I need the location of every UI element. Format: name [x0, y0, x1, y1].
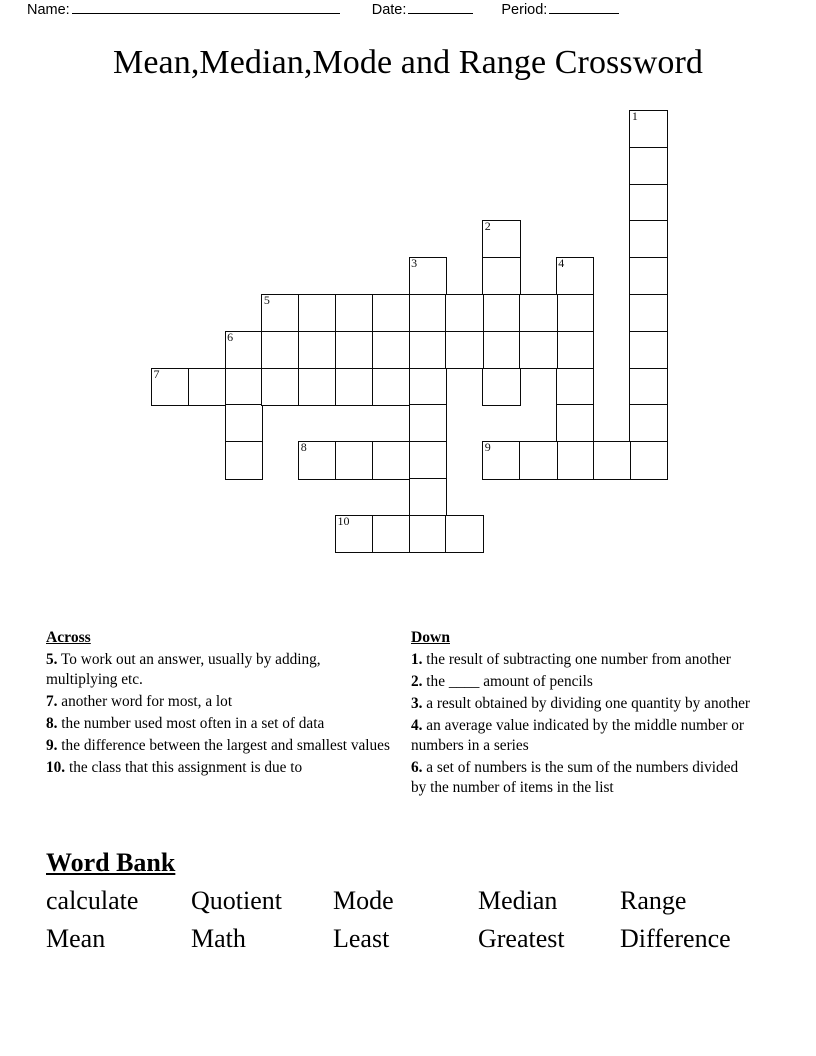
clue-item — [411, 716, 756, 756]
crossword-cell[interactable] — [629, 147, 668, 186]
crossword-cell[interactable] — [482, 220, 521, 259]
clue-number: 9. — [46, 736, 58, 754]
crossword-cell[interactable] — [482, 257, 521, 296]
crossword-cell[interactable] — [409, 257, 448, 296]
clue-number: 2. — [411, 673, 423, 691]
crossword-cell[interactable] — [372, 294, 411, 333]
crossword-cell[interactable] — [629, 331, 668, 370]
crossword-cell[interactable] — [556, 257, 595, 296]
clue-item — [411, 650, 756, 670]
crossword-cell[interactable] — [188, 368, 227, 407]
crossword-cell[interactable] — [298, 368, 337, 407]
crossword-cell[interactable] — [409, 404, 448, 443]
down-clue-list — [411, 650, 756, 797]
crossword-cell[interactable] — [556, 368, 595, 407]
crossword-cell-number: 5 — [263, 293, 270, 307]
clue-text: another word for most, a lot — [57, 693, 233, 711]
crossword-cell[interactable] — [556, 331, 595, 370]
word-bank-word: Median — [478, 886, 558, 915]
crossword-cell[interactable] — [482, 294, 521, 333]
clue-number: 4. — [411, 716, 423, 734]
clue-text: the ____ amount of pencils — [422, 673, 593, 691]
word-bank-word-grid — [46, 882, 776, 958]
crossword-cell[interactable] — [225, 404, 264, 443]
clue-text: an average value indicated by the middle number or numbers in a series — [411, 716, 745, 754]
crossword-cell-number: 10 — [337, 513, 350, 528]
clue-number: 8. — [46, 714, 58, 732]
clue-number: 1. — [411, 651, 423, 669]
crossword-cell[interactable] — [556, 441, 595, 480]
crossword-cell[interactable] — [629, 184, 668, 223]
crossword-cell[interactable] — [629, 294, 668, 333]
word-bank-word: Mode — [333, 886, 394, 915]
crossword-cell[interactable] — [556, 294, 595, 333]
crossword-cell[interactable] — [335, 515, 374, 554]
clue-item — [46, 758, 394, 778]
clue-item — [46, 714, 394, 734]
crossword-cell[interactable] — [409, 515, 448, 554]
crossword-cell[interactable] — [629, 404, 668, 443]
down-clues-column — [411, 628, 756, 799]
clue-item — [46, 736, 394, 756]
crossword-cell[interactable] — [629, 110, 668, 149]
crossword-cell[interactable] — [593, 441, 632, 480]
page-title: Mean,Median,Mode and Range Crossword — [113, 44, 703, 81]
crossword-cell[interactable] — [225, 368, 264, 407]
crossword-cell[interactable] — [445, 515, 484, 554]
crossword-cell[interactable] — [445, 331, 484, 370]
crossword-cell-number: 6 — [227, 329, 234, 344]
crossword-cell-number: 2 — [484, 219, 491, 234]
word-bank-word: Least — [333, 924, 390, 953]
word-bank-word: Range — [620, 886, 687, 915]
crossword-cell[interactable] — [482, 441, 521, 480]
crossword-cell[interactable] — [298, 294, 337, 333]
crossword-cell[interactable] — [261, 368, 300, 407]
clue-number: 6. — [411, 758, 423, 776]
crossword-cell-number: 3 — [411, 256, 418, 271]
crossword-cell[interactable] — [482, 331, 521, 370]
across-clues-column — [46, 628, 394, 780]
crossword-cell[interactable] — [372, 515, 411, 554]
crossword-cell[interactable] — [151, 368, 190, 407]
crossword-cell[interactable] — [445, 294, 484, 333]
clue-number: 10. — [46, 758, 66, 776]
crossword-cell[interactable] — [519, 441, 558, 480]
crossword-cell[interactable] — [372, 441, 411, 480]
clue-item — [411, 694, 756, 714]
crossword-cell[interactable] — [261, 331, 300, 370]
crossword-cell-number: 8 — [300, 440, 307, 455]
clue-number: 5. — [46, 651, 58, 669]
crossword-cell[interactable] — [556, 404, 595, 443]
across-clue-list — [46, 650, 394, 777]
crossword-cell[interactable] — [409, 331, 448, 370]
crossword-cell[interactable] — [409, 368, 448, 407]
crossword-cell[interactable] — [482, 368, 521, 407]
clue-number: 3. — [411, 695, 423, 713]
crossword-cell[interactable] — [372, 331, 411, 370]
crossword-cell[interactable] — [225, 441, 264, 480]
crossword-cell[interactable] — [629, 220, 668, 259]
crossword-cell[interactable] — [409, 478, 448, 517]
crossword-cell-number: 4 — [558, 256, 565, 271]
crossword-cell[interactable] — [298, 441, 337, 480]
word-bank-word: Mean — [46, 924, 106, 953]
word-bank-section — [46, 848, 776, 958]
crossword-cell[interactable] — [372, 368, 411, 407]
crossword-cell[interactable] — [409, 294, 448, 333]
clue-item — [411, 758, 756, 798]
date-label: Date: — [371, 2, 407, 18]
crossword-cell[interactable] — [335, 368, 374, 407]
crossword-cell[interactable] — [261, 294, 300, 333]
word-bank-word: Greatest — [478, 924, 565, 953]
word-bank-word: Difference — [620, 924, 731, 953]
down-heading: Down — [411, 629, 450, 646]
crossword-cell[interactable] — [629, 368, 668, 407]
crossword-cell[interactable] — [519, 294, 558, 333]
clue-text: To work out an answer, usually by adding, multiplying etc. — [46, 651, 321, 689]
clue-text: a result obtained by dividing one quantity by another — [422, 695, 751, 713]
across-heading: Across — [46, 629, 91, 646]
clue-item — [46, 650, 394, 690]
crossword-cell[interactable] — [629, 441, 668, 480]
clue-text: the number used most often in a set of data — [57, 714, 325, 732]
crossword-cell[interactable] — [409, 441, 448, 480]
word-bank-word: Quotient — [191, 886, 282, 915]
crossword-cell[interactable] — [519, 331, 558, 370]
crossword-cell[interactable] — [298, 331, 337, 370]
crossword-cell[interactable] — [335, 331, 374, 370]
clue-item — [46, 692, 394, 712]
clue-text: a set of numbers is the sum of the numbers divided by the number of items in the list — [411, 758, 739, 796]
crossword-cell[interactable] — [225, 331, 264, 370]
crossword-cell[interactable] — [335, 294, 374, 333]
clue-text: the result of subtracting one number from another — [422, 651, 731, 669]
crossword-cell-number: 7 — [153, 366, 160, 381]
clue-number: 7. — [46, 693, 58, 711]
crossword-cell-number: 9 — [484, 440, 491, 455]
clue-item — [411, 672, 756, 692]
crossword-cell-number: 1 — [631, 109, 638, 123]
crossword-cell[interactable] — [629, 257, 668, 296]
word-bank-word: Math — [191, 924, 246, 953]
clue-text: the class that this assignment is due to — [65, 758, 303, 776]
clue-text: the difference between the largest and smallest values — [57, 736, 390, 754]
word-bank-word: calculate — [46, 886, 139, 915]
period-label: Period: — [501, 2, 548, 18]
name-label: Name: — [27, 2, 70, 18]
crossword-cell[interactable] — [335, 441, 374, 480]
word-bank-heading: Word Bank — [46, 848, 176, 877]
